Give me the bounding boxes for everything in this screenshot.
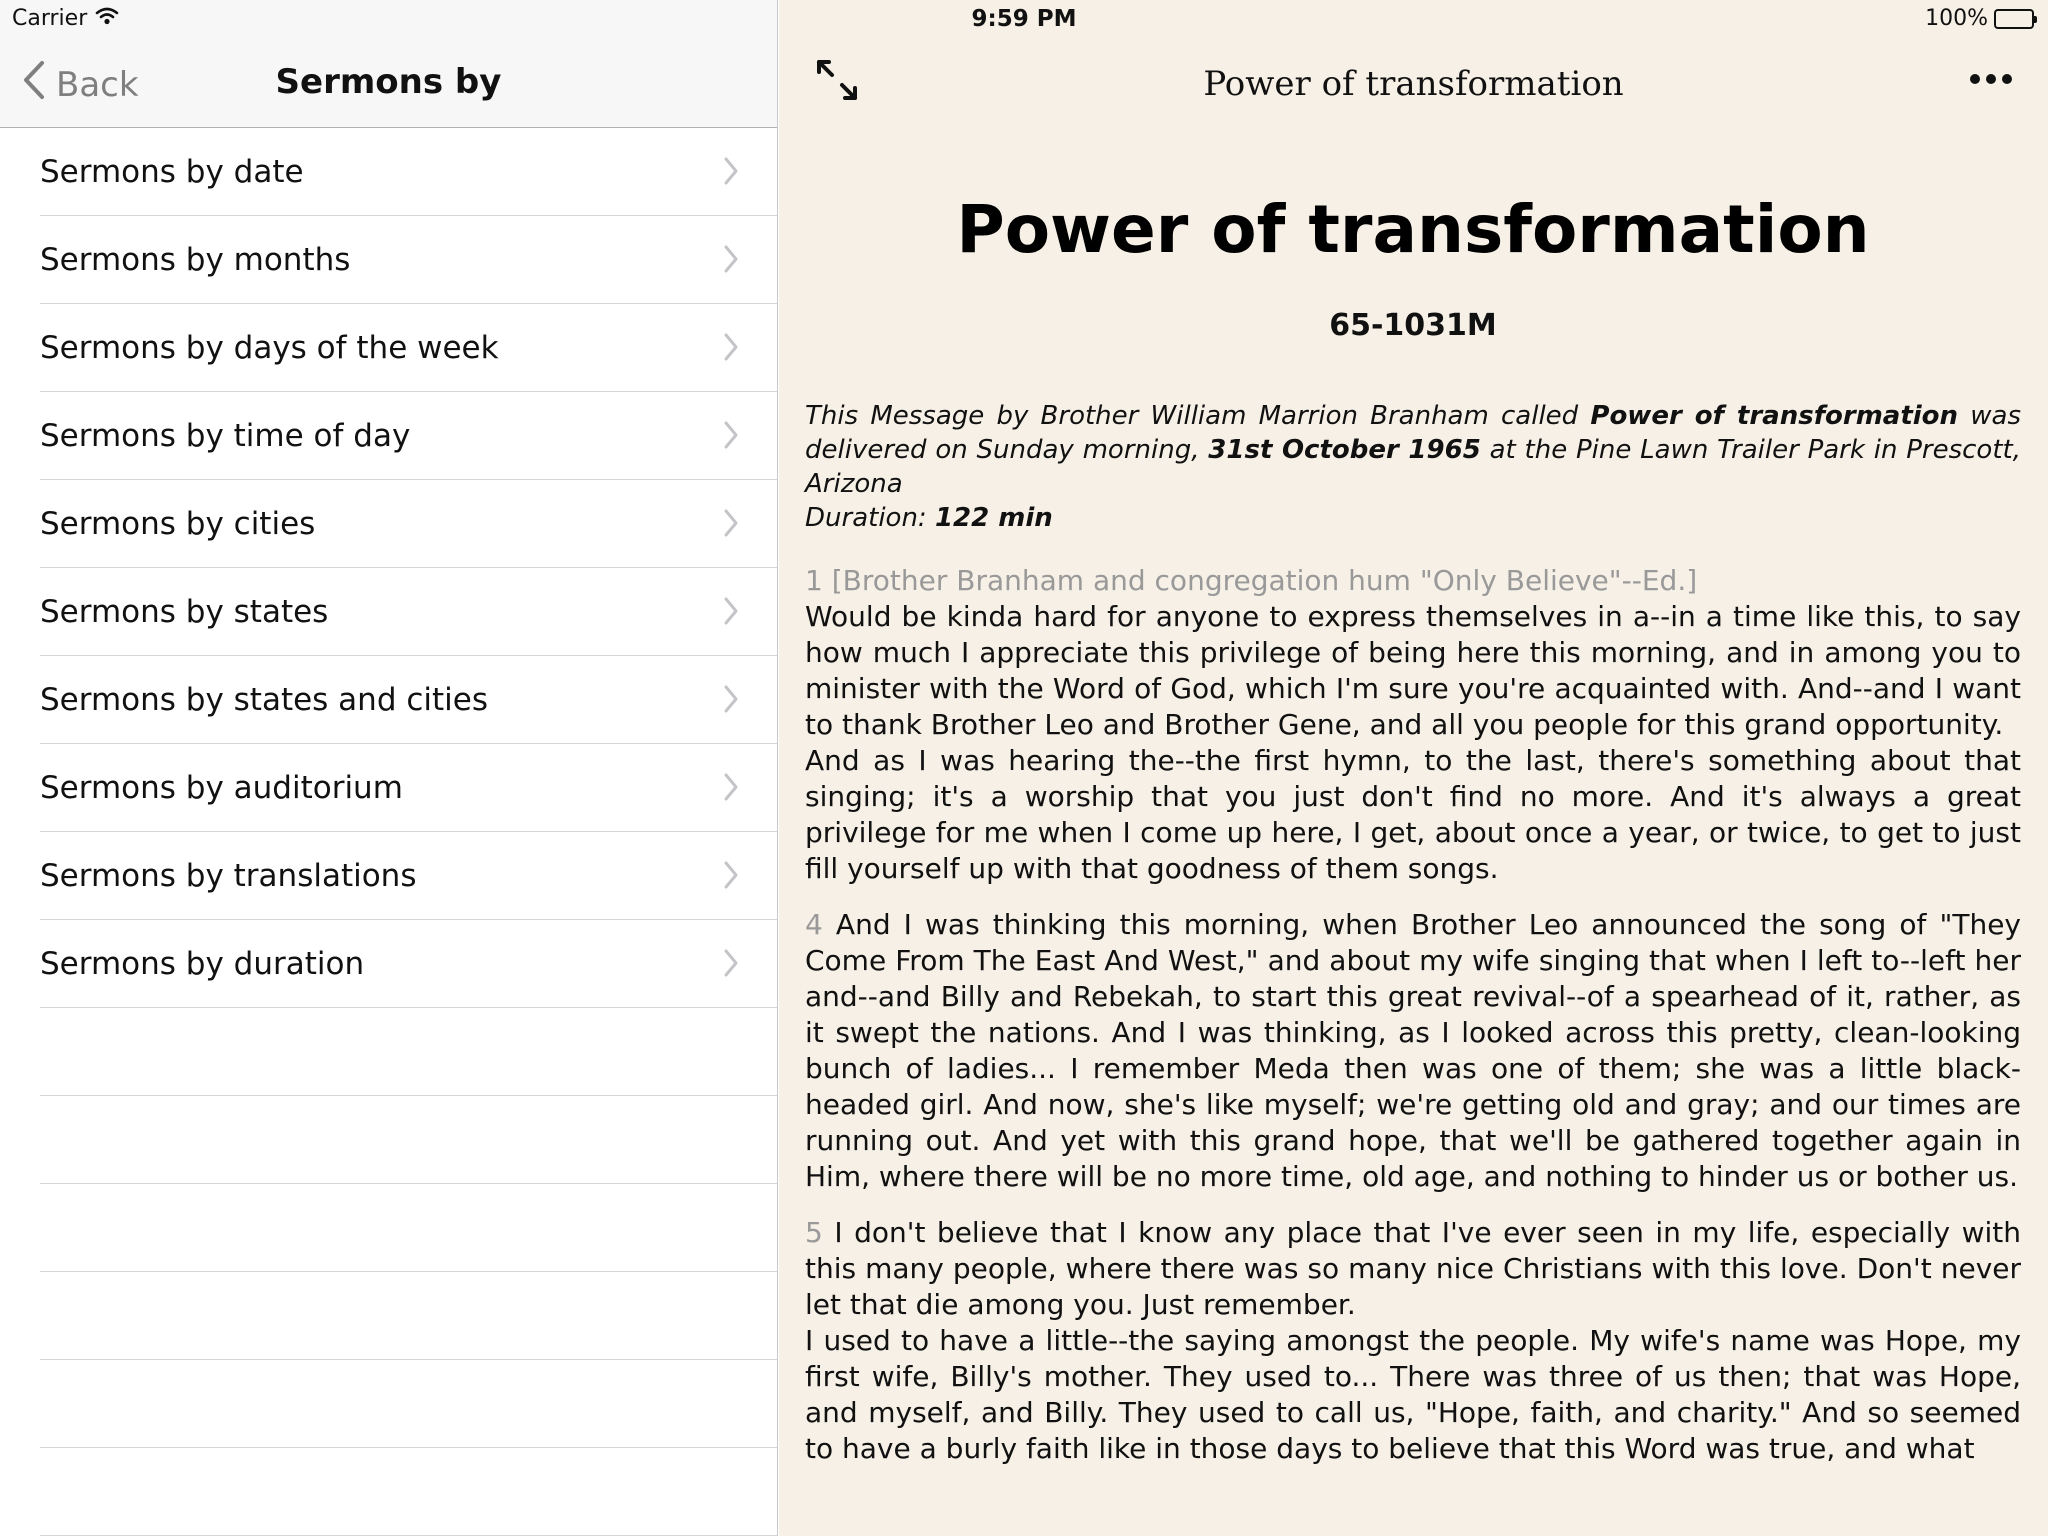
intro-text: This Message by Brother William Marrion Branham called xyxy=(805,401,1591,431)
duration-value: 122 min xyxy=(934,503,1053,533)
more-button[interactable] xyxy=(1970,74,2012,84)
list-item-label: Sermons by states and cities xyxy=(40,681,489,718)
empty-row xyxy=(40,1360,777,1448)
chevron-right-icon xyxy=(723,772,739,806)
list-item-by-states[interactable] xyxy=(40,568,777,656)
empty-row xyxy=(40,1448,777,1536)
paragraph-5 xyxy=(805,1215,2021,1467)
list-item-by-months[interactable] xyxy=(40,216,777,304)
duration-label: Duration: xyxy=(805,503,935,533)
sermon-intro xyxy=(805,399,2021,535)
paragraph-text: I used to have a little--the saying amongst the people. My wife's name was Hope, my first wife, Billy's mother. They used to... There was three of us then; that was Hope, and myself, and Billy. They used to call us, "Hope, faith, and charity." And so seemed to have a burly faith like in those days to believe that this Word was true, and what xyxy=(805,1324,2021,1465)
list-item-label: Sermons by cities xyxy=(40,505,316,542)
paragraph-number: 5 xyxy=(805,1216,823,1249)
chevron-right-icon xyxy=(723,244,739,278)
intro-date: 31st October 1965 xyxy=(1208,435,1481,465)
chevron-right-icon xyxy=(723,684,739,718)
status-time: 9:59 PM xyxy=(971,6,1077,32)
chevron-right-icon xyxy=(723,420,739,454)
chevron-right-icon xyxy=(723,508,739,542)
paragraph-number: 4 xyxy=(805,908,823,941)
chevron-right-icon xyxy=(723,948,739,982)
intro-text: at the Pine Lawn Trailer Park in Prescott, Arizona xyxy=(805,435,2021,499)
list-item-by-auditorium[interactable] xyxy=(40,744,777,832)
list-item-label: Sermons by duration xyxy=(40,945,365,982)
paragraph-1 xyxy=(805,563,2021,887)
list-item-by-translations[interactable] xyxy=(40,832,777,920)
paragraph-text: I don't believe that I know any place that I've ever seen in my life, especially with this many people, where there was so many nice Christians with this love. Don't never let that die among you. Just remember. xyxy=(805,1216,2021,1321)
list-item-by-duration[interactable] xyxy=(40,920,777,1008)
paragraph-text: And as I was hearing the--the first hymn, to the last, there's something about that singing; it's a worship that you just don't find no more. And it's always a great privilege for me when I come up here, I get, about once a year, or twice, to get to just fill yourself up with that goodness of them songs. xyxy=(805,744,2021,885)
list-item-label: Sermons by time of day xyxy=(40,417,411,454)
paragraph-number: 1 xyxy=(805,564,823,597)
more-icon-dot xyxy=(1986,74,1996,84)
reader-panel xyxy=(779,0,2048,1536)
chevron-right-icon xyxy=(723,332,739,366)
battery-percent: 100% xyxy=(1925,6,1988,31)
paragraph-text: Would be kinda hard for anyone to express themselves in a--in a time like this, to say how much I appreciate this privilege of being here this morning, and in among you to minister with the Word of God, which I'm sure you're acquainted with. And--and I want to thank Brother Leo and Brother Gene, and all you people for this grand opportunity. xyxy=(805,600,2021,741)
list-item-by-cities[interactable] xyxy=(40,480,777,568)
carrier-label: Carrier xyxy=(12,6,88,31)
intro-text: was delivered on Sunday morning, xyxy=(805,401,2021,465)
sermon-title: Power of transformation xyxy=(956,191,1870,268)
sermon-document xyxy=(805,188,2021,1467)
status-battery xyxy=(1925,6,2034,31)
empty-row xyxy=(40,1184,777,1272)
list-item-label: Sermons by days of the week xyxy=(40,329,499,366)
list-item-label: Sermons by date xyxy=(40,153,304,190)
list-item-label: Sermons by months xyxy=(40,241,351,278)
sidebar-panel xyxy=(0,0,778,1536)
paragraph-text: And I was thinking this morning, when Brother Leo announced the song of "They Come From The East And West," and about my wife singing that when I left to--left her and--and Billy and Rebekah, to start this great revival--of a spearhead of it, rather, as it swept the nations. And I was thinking, as I looked across this pretty, clean-looking bunch of ladies... I remember Meda then was one of them; she was a little black-headed girl. And now, she's like myself; we're getting old and gray; and our times are running out. And yet with this grand hope, that we'll be gathered together again in Him, where there will be no more time, old age, and nothing to hinder us or bother us. xyxy=(805,908,2021,1193)
sidebar-title: Sermons by xyxy=(275,62,502,102)
reader-nav-title: Power of transformation xyxy=(1203,64,1624,104)
list-item-by-time-of-day[interactable] xyxy=(40,392,777,480)
sermon-code: 65-1031M xyxy=(1329,308,1497,343)
chevron-right-icon xyxy=(723,156,739,190)
list-item-label: Sermons by auditorium xyxy=(40,769,403,806)
battery-icon xyxy=(1994,9,2034,29)
back-label: Back xyxy=(56,64,139,105)
empty-row xyxy=(40,1096,777,1184)
list-item-label: Sermons by states xyxy=(40,593,329,630)
list-item-label: Sermons by translations xyxy=(40,857,417,894)
chevron-right-icon xyxy=(723,860,739,894)
editor-note: [Brother Branham and congregation hum "Only Believe"--Ed.] xyxy=(831,564,1698,597)
empty-row xyxy=(40,1008,777,1096)
intro-sermon-title: Power of transformation xyxy=(1590,401,1959,431)
paragraph-4 xyxy=(805,907,2021,1195)
list-item-by-states-and-cities[interactable] xyxy=(40,656,777,744)
chevron-right-icon xyxy=(723,596,739,630)
sermon-category-list xyxy=(0,128,777,1536)
more-icon-dot xyxy=(2002,74,2012,84)
empty-row xyxy=(40,1272,777,1360)
list-item-by-days-of-week[interactable] xyxy=(40,304,777,392)
more-icon-dot xyxy=(1970,74,1980,84)
list-item-by-date[interactable] xyxy=(40,128,777,216)
status-bar xyxy=(0,0,2048,40)
